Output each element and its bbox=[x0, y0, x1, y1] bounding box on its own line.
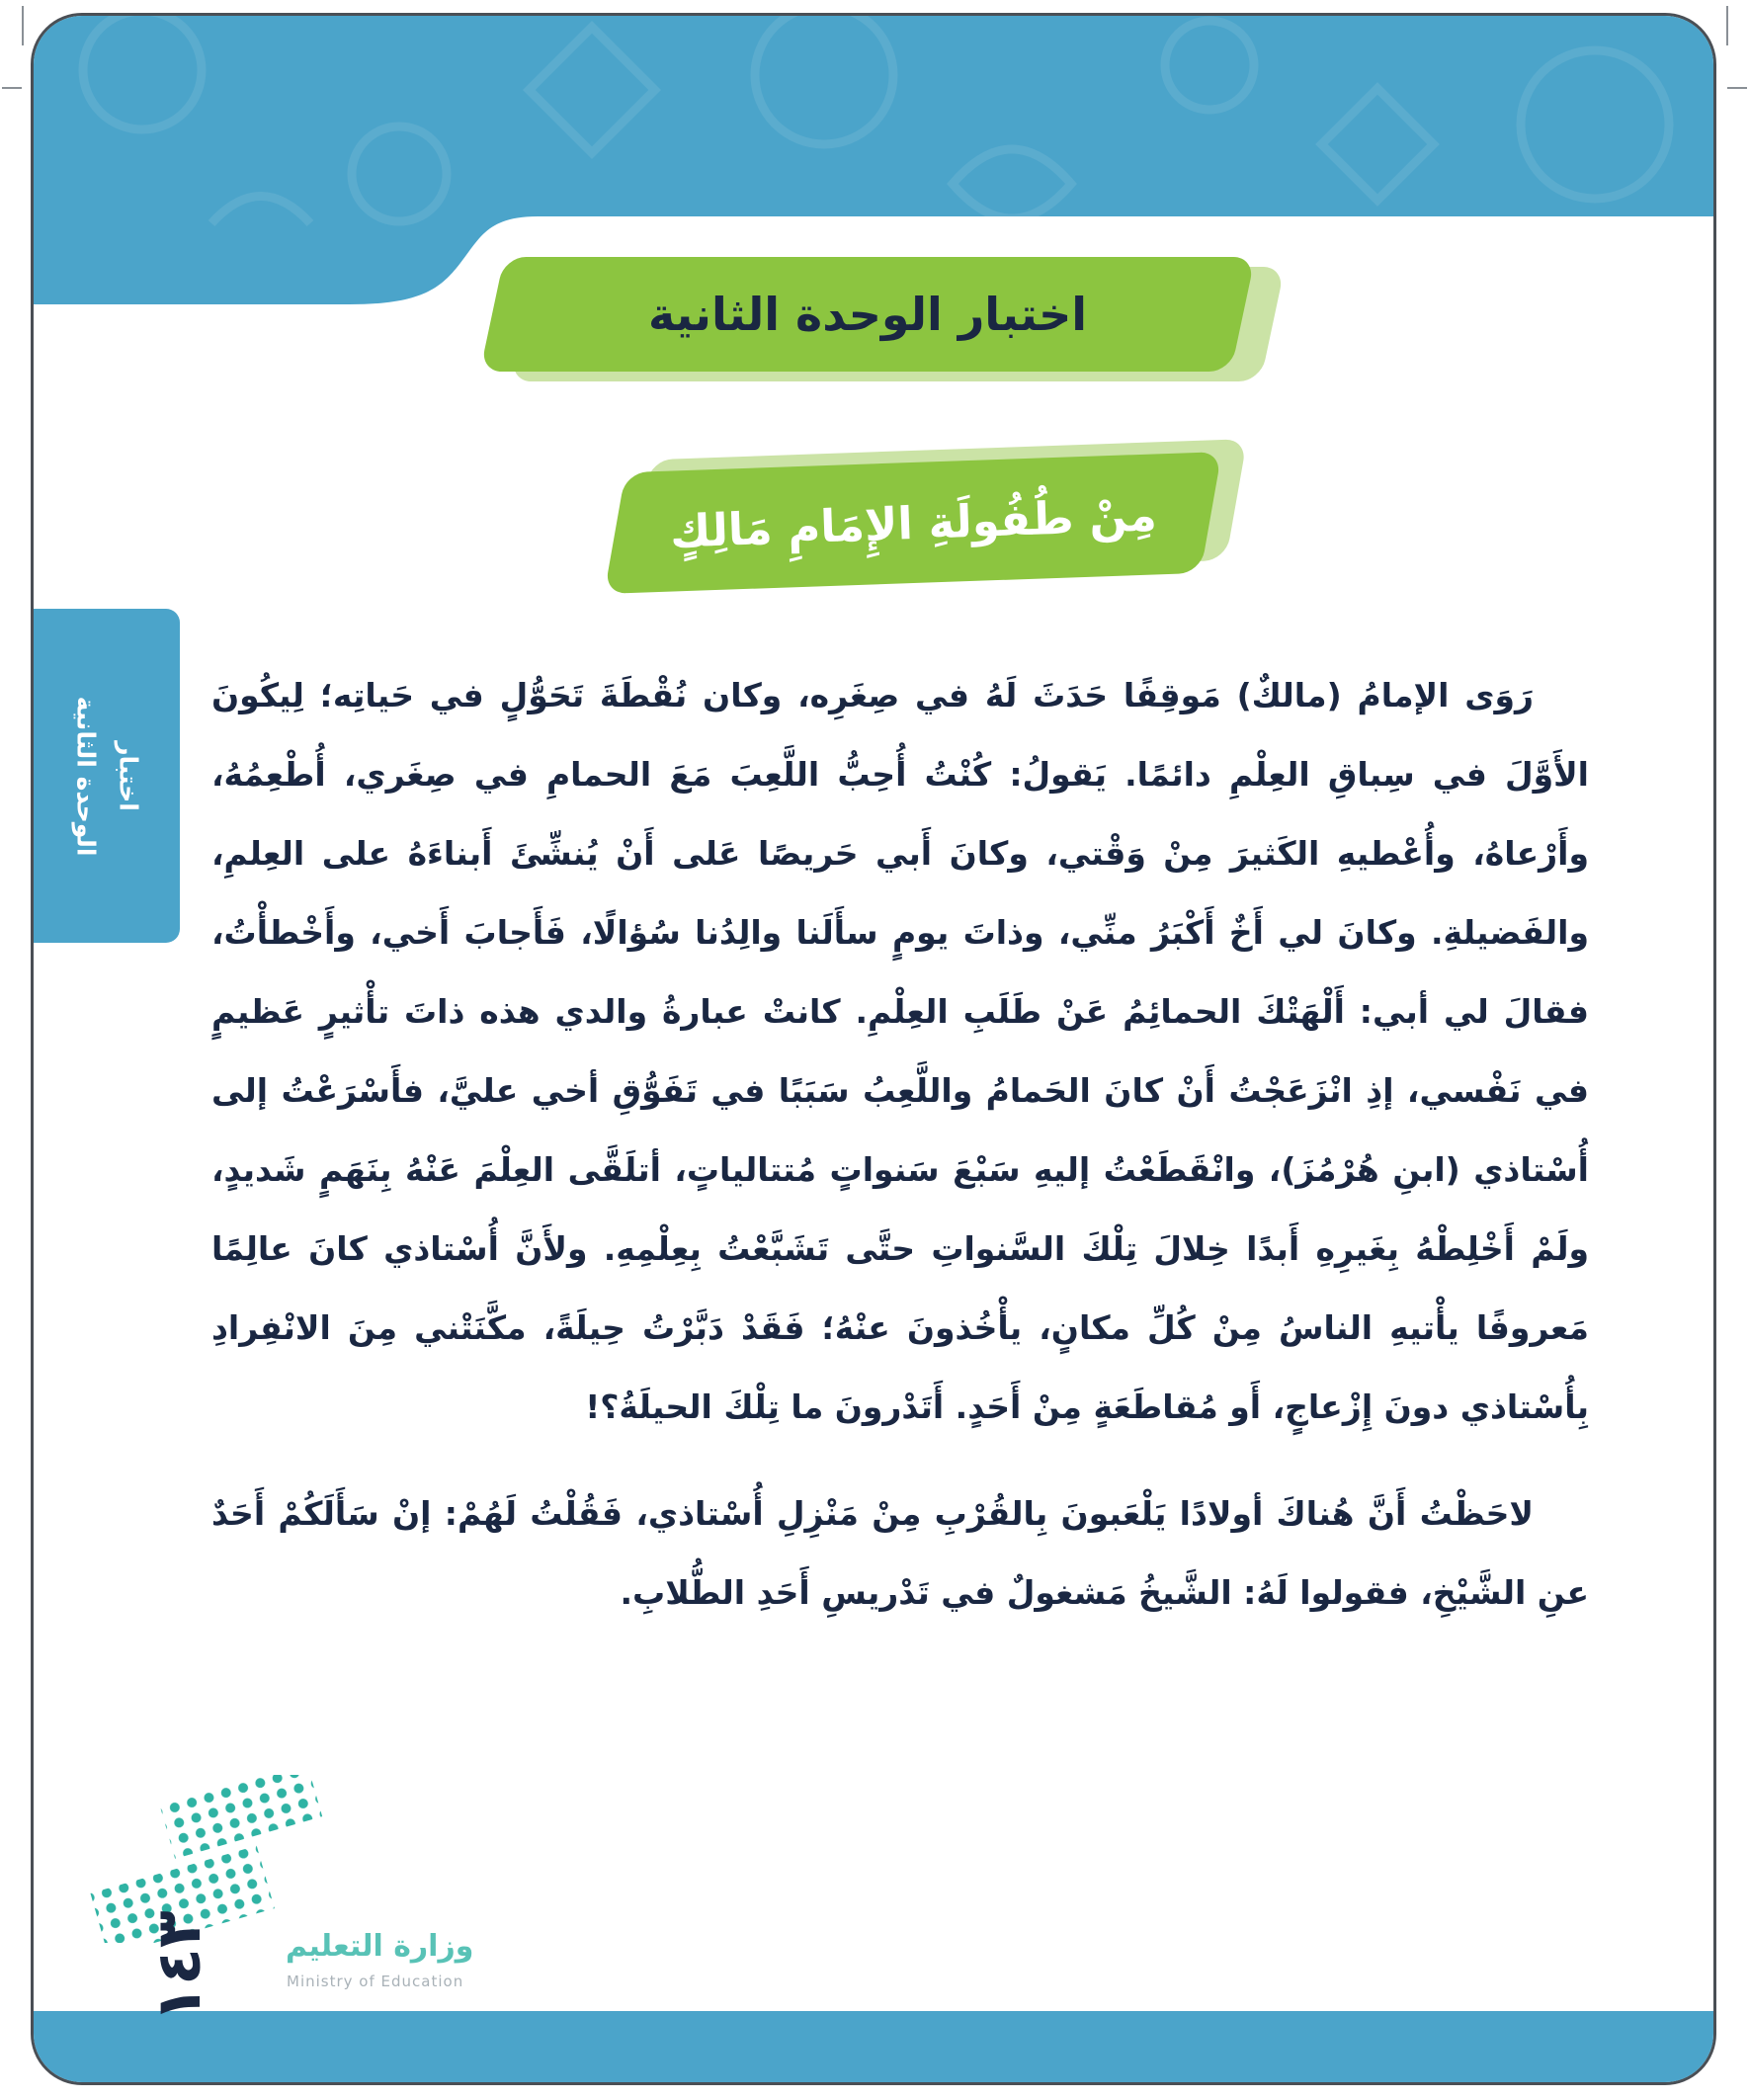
lesson-title: مِنْ طُفُولَةِ الإِمَامِ مَالِكٍ bbox=[668, 487, 1158, 558]
ministry-name-arabic: وزارة التعليم bbox=[286, 1929, 474, 1964]
crop-mark-right bbox=[1727, 87, 1747, 89]
ministry-name-english: Ministry of Education bbox=[287, 1973, 464, 1990]
side-tab-line2: الوحدة الثانية bbox=[71, 696, 101, 856]
crop-mark-top-left bbox=[22, 6, 24, 45]
side-tab-line1: اختبار bbox=[114, 740, 143, 811]
crop-mark-left bbox=[2, 87, 22, 89]
story-paragraph-1: رَوَى الإمامُ (مالكٌ) مَوقِفًا حَدَثَ لَهُ في صِغَرِه، وكان نُقْطَةَ تَحَوُّلٍ في حَياتِه؛ لِيكُونَ الأَوَّلَ في سِباقِ العِلْمِ دائمًا. يَقولُ: كُنْتُ أُحِبُّ اللَّعِبَ مَعَ الحمامِ في صِغَري، أُطْعِمُهُ، وأَرْعاهُ، وأُعْطيهِ الكَثيرَ مِنْ وَقْتي، وكانَ أَبي حَريصًا عَلى أَنْ يُنشِّئَ أَبناءَهُ على العِلمِ، والفَضيلةِ. وكانَ لي أَخٌ أَكْبَرُ منِّي، وذاتَ يومٍ سأَلَنا والِدُنا سُؤالًا، فَأَجابَ أَخي، وأَخْطأْتُ، فقالَ لي أبي: أَلْهَتْكَ الحمائِمُ عَنْ طَلَبِ العِلْمِ. كانتْ عبارةُ والدي هذه ذاتَ تأْثيرٍ عَظيمٍ في نَفْسي، إذِ انْزَعَجْتُ أَنْ كانَ الحَمامُ واللَّعِبُ سَبَبًا في تَفَوُّقِ أخي عليَّ، فأَسْرَعْتُ إلى أُسْتاذي (ابنِ هُرْمُزَ)، وانْقَطَعْتُ إليهِ سَبْعَ سَنواتٍ مُتتالياتٍ، أتلَقَّى العِلْمَ عَنْهُ بِنَهَمٍ شَديدٍ، ولَمْ أَخْلِطْهُ بِغَيرِهِ أَبدًا خِلالَ تِلْكَ السَّنواتِ حتَّى تَشَبَّعْتُ بِعِلْمِهِ. ولأَنَّ أُسْتاذي كانَ عالِمًا مَعروفًا يأْتيهِ الناسُ مِنْ كُلِّ مكانٍ، يأْخُذونَ عنْهُ؛ فَقَدْ دَبَّرْتُ حِيلَةً، مكَّنَتْني مِنَ الانْفِرادِ بِأُسْتاذي دونَ إِزْعاجٍ، أَو مُقاطَعَةٍ مِنْ أَحَدٍ. أَتَدْرونَ ما تِلْكَ الحيلَةُ؟! bbox=[211, 676, 1589, 1426]
unit-test-banner-face bbox=[480, 257, 1256, 372]
lesson-title-banner bbox=[613, 452, 1213, 593]
side-tab-unit-test bbox=[34, 609, 180, 943]
page-number: ١٤٣ bbox=[141, 1910, 214, 2023]
footer-band bbox=[34, 2011, 1713, 2082]
crop-mark-top-right bbox=[1726, 6, 1728, 45]
book-page bbox=[31, 13, 1716, 2085]
unit-test-title: اختبار الوحدة الثانية bbox=[647, 288, 1088, 341]
story-paragraph-2: لاحَظْتُ أَنَّ هُناكَ أولادًا يَلْعَبونَ بِالقُرْبِ مِنْ مَنْزِلِ أُسْتاذي، فَقُلْتُ لَهُمْ: إنْ سَأَلَكُمْ أَحَدٌ عنِ الشَّيْخِ، فقولوا لَهُ: الشَّيخُ مَشغولٌ في تَدْريسِ أَحَدِ الطُّلابِ. bbox=[211, 1494, 1589, 1612]
side-tab-label bbox=[64, 696, 148, 856]
lesson-text bbox=[211, 656, 1589, 1633]
unit-test-banner bbox=[492, 257, 1243, 372]
lesson-title-banner-face bbox=[604, 452, 1221, 594]
